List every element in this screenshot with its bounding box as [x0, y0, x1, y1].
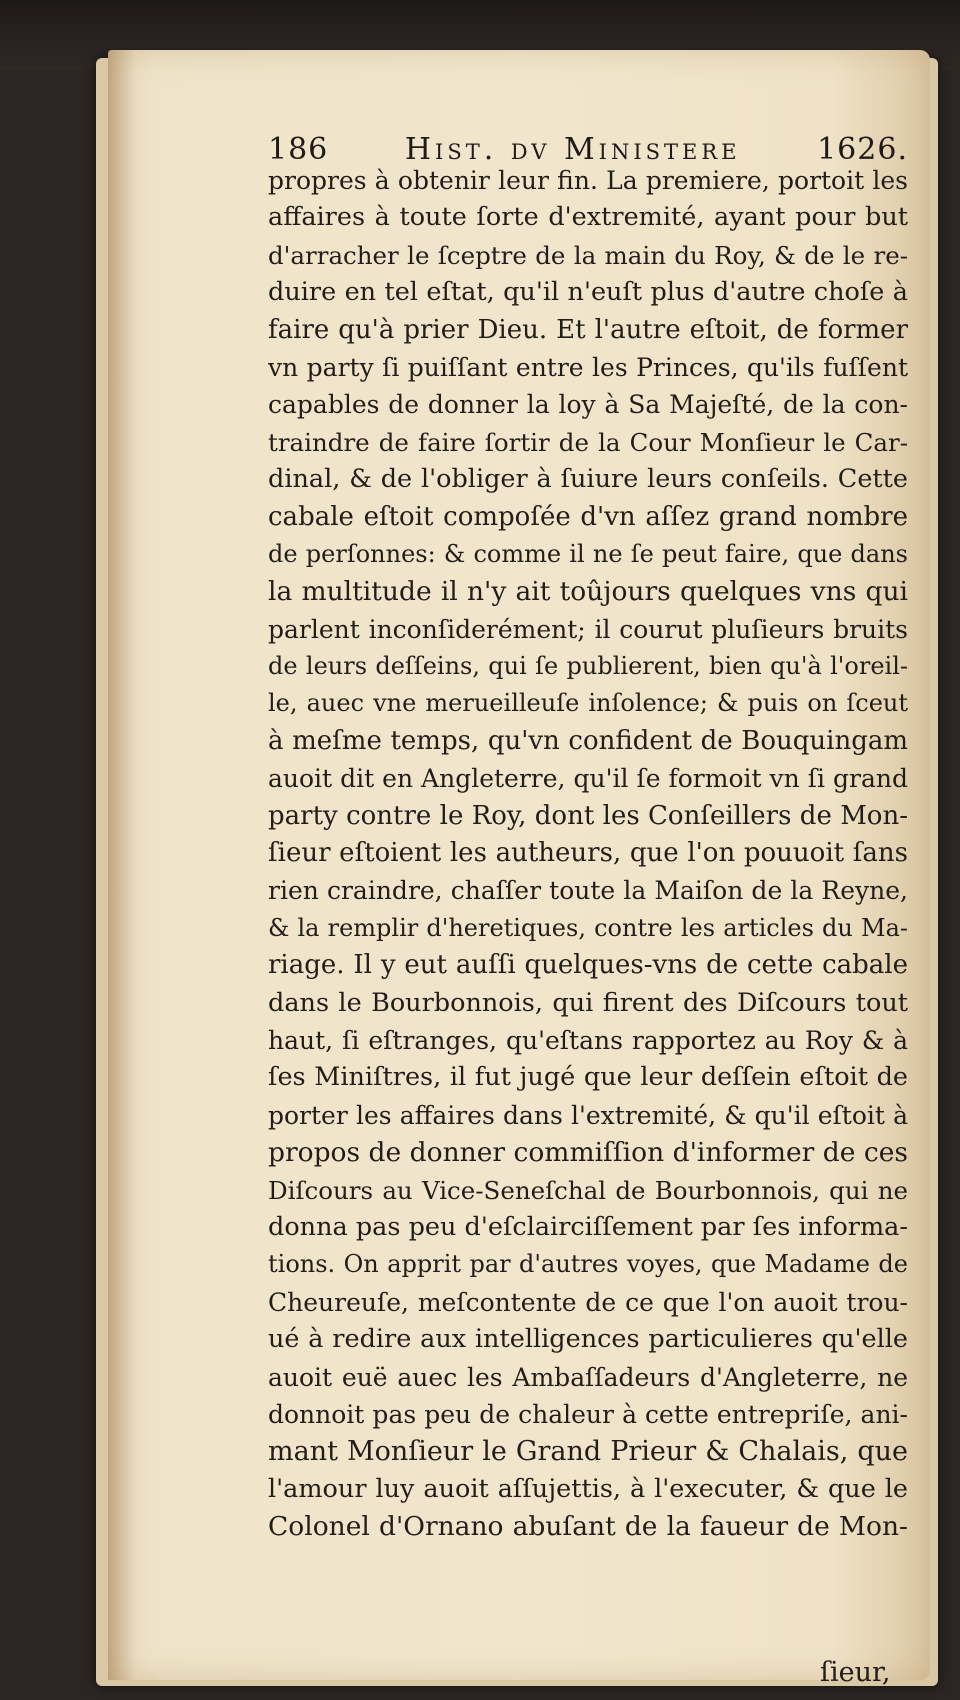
text-line: à meſme temps, qu'vn confident de Bouquingam: [268, 725, 908, 756]
text-line: tions. On apprit par d'autres voyes, que Madame de: [268, 1250, 908, 1279]
text-line: rien craindre, chaſſer toute la Maiſon de la Reyne,: [268, 876, 908, 906]
text-line: capables de donner la loy à Sa Majeſté, de la con-: [268, 390, 908, 420]
text-line: ſieur eſtoient les autheurs, que l'on pouuoit ſans: [268, 838, 908, 869]
text-line: parlent inconſiderément; il courut pluſieurs bruits: [268, 614, 908, 644]
page-number: 186: [268, 132, 329, 167]
text-line: d'arracher le ſceptre de la main du Roy, & de le re-: [268, 240, 908, 270]
text-line: Colonel d'Ornano abuſant de la faueur de Mon-: [268, 1511, 908, 1543]
text-line: duire en tel eſtat, qu'il n'euſt plus d'autre choſe à: [268, 277, 908, 308]
text-line: haut, ſi eſtranges, qu'eſtans rapportez au Roy & à: [268, 1025, 908, 1055]
text-line: riage. Il y eut auſſi quelques-vns de cette cabale: [268, 950, 908, 981]
body-text: [268, 162, 908, 1545]
text-line: & la remplir d'heretiques, contre les articles du Ma-: [268, 913, 908, 942]
text-line: donna pas peu d'eſclairciſſement par ſes informa-: [268, 1211, 908, 1242]
catchword: ſieur,: [820, 1657, 891, 1688]
text-line: Cheureuſe, meſcontente de ce que l'on auoit trou-: [268, 1287, 908, 1317]
text-line: mant Monſieur le Grand Prieur & Chalais, que: [268, 1436, 908, 1468]
text-line: auoit euë auec les Ambaſſadeurs d'Angleterre, ne: [268, 1362, 908, 1392]
text-line: ſes Miniſtres, il fut jugé que leur deſſein eſtoit de: [268, 1062, 908, 1093]
text-line: Diſcours au Vice-Seneſchal de Bourbonnois, qui ne: [268, 1175, 908, 1205]
text-line: propos de donner commiſſion d'informer de ces: [268, 1137, 908, 1169]
text-line: propres à obtenir leur fin. La premiere, portoit les: [268, 166, 908, 195]
text-line: la multitude il n'y ait toûjours quelques vns qui: [268, 576, 908, 608]
page-gutter: [108, 50, 136, 1680]
running-title: Hist. dv Ministere: [404, 132, 741, 167]
text-line: le, auec vne merueilleuſe inſolence; & puis on ſceut: [268, 689, 908, 718]
text-line: porter les affaires dans l'extremité, & qu'il eſtoit à: [268, 1100, 908, 1130]
text-line: donnoit pas peu de chaleur à cette entrepriſe, ani-: [268, 1399, 908, 1429]
text-line: dinal, & de l'obliger à ſuiure leurs conſeils. Cette: [268, 464, 908, 495]
text-line: traindre de faire ſortir de la Cour Monſieur le Car-: [268, 427, 908, 457]
text-line: dans le Bourbonnois, qui firent des Diſcours tout: [268, 987, 908, 1018]
text-line: vn party ſi puiſſant entre les Princes, qu'ils fuſſent: [268, 352, 908, 382]
text-line: l'amour luy auoit aſſujettis, à l'executer, & que le: [268, 1473, 908, 1504]
text-line: party contre le Roy, dont les Conſeillers de Mon-: [268, 800, 908, 831]
header-year: 1626.: [817, 132, 908, 167]
text-line: de leurs deſſeins, qui ſe publierent, bien qu'à l'oreil-: [268, 652, 908, 681]
text-line: cabale eſtoit compoſée d'vn aſſez grand nombre: [268, 501, 908, 532]
text-line: ué à redire aux intelligences particulieres qu'elle: [268, 1324, 908, 1355]
text-line: faire qu'à prier Dieu. Et l'autre eſtoit, de former: [268, 314, 908, 345]
text-line: affaires à toute ſorte d'extremité, ayant pour but: [268, 202, 908, 233]
text-line: auoit dit en Angleterre, qu'il ſe formoit vn ſi grand: [268, 764, 908, 794]
text-line: de perſonnes: & comme il ne ſe peut faire, que dans: [268, 539, 908, 568]
